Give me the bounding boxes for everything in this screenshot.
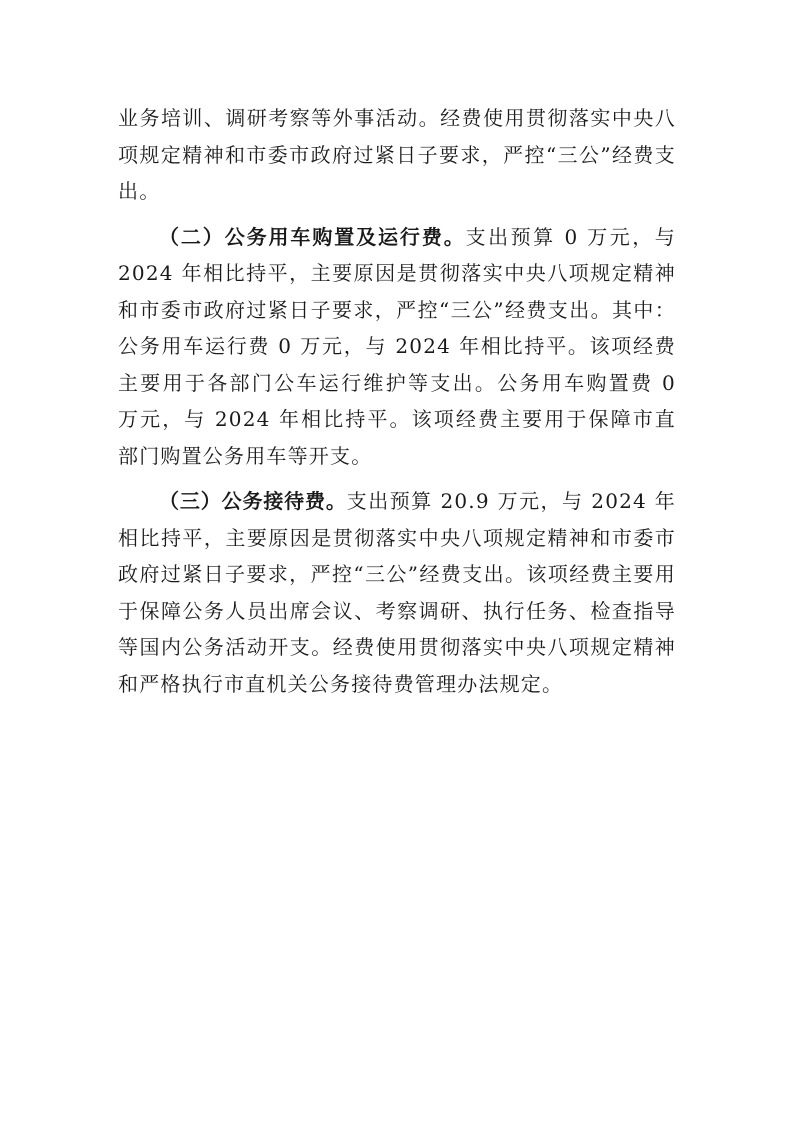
paragraph-text: 业务培训、调研考察等外事活动。经费使用贯彻落实中央八项规定精神和市委市政府过紧日子要求，严控“三公”经费支出。 <box>118 106 676 203</box>
paragraph-text: 支出预算 20.9 万元，与 2024 年相比持平，主要原因是贯彻落实中央八项规定精神和市委市政府过紧日子要求，严控“三公”经费支出。该项经费主要用于保障公务人员出席会议、考察调研、执行任务、检查指导等国内公务活动开支。经费使用贯彻落实中央八项规定精神和严格执行市直机关公务接待费管理办法规定。 <box>118 489 677 696</box>
document-body <box>118 100 676 702</box>
section-heading-reception: （三）公务接待费。 <box>159 489 347 513</box>
paragraph-reception-expenses <box>118 483 676 702</box>
paragraph-continuation <box>118 100 676 210</box>
section-heading-vehicle: （二）公务用车购置及运行费。 <box>159 224 466 249</box>
paragraph-text: 支出预算 0 万元，与 2024 年相比持平，主要原因是贯彻落实中央八项规定精神和市委市政府过紧日子要求，严控“三公”经费支出。其中：公务用车运行费 0 万元，与 2024 年相比持平。该项经费主要用于各部门公车运行维护等支出。公务用车购置费 0 万元，与 2024 年相比持平。该项经费主要用于保障市直部门购置公务用车等开支。 <box>118 224 677 468</box>
paragraph-vehicle-expenses <box>118 219 676 475</box>
